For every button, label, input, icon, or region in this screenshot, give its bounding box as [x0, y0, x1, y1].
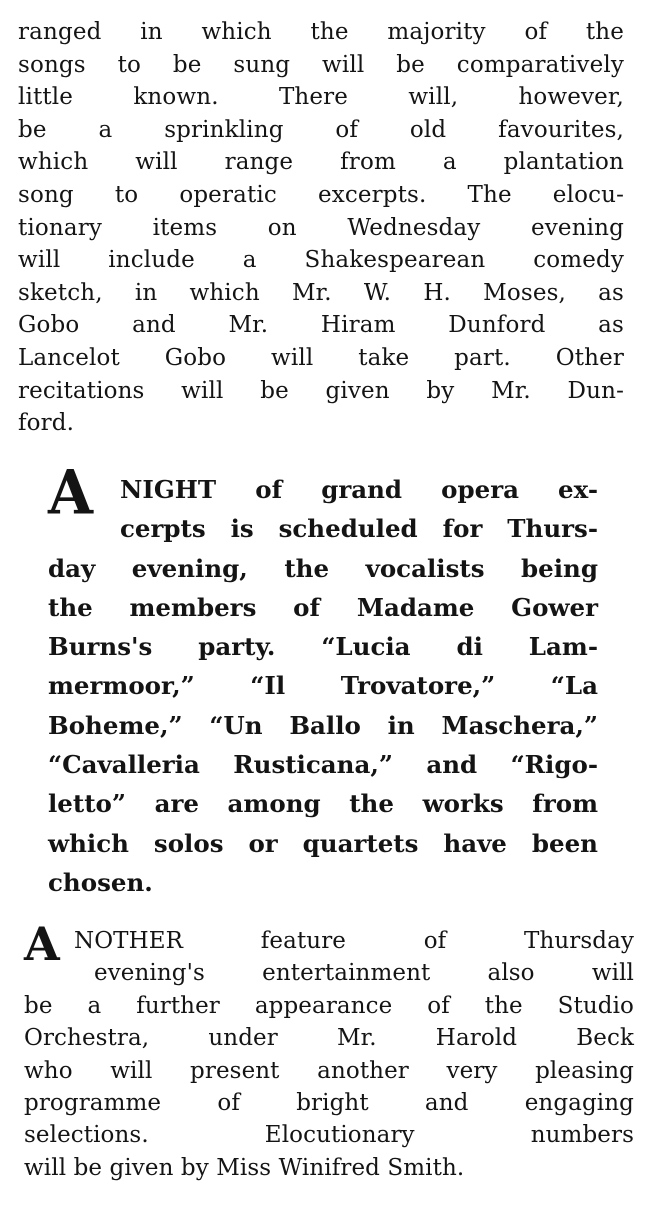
text-line: song to operatic excerpts. The elocu- — [18, 181, 624, 208]
text-line: cerpts is scheduled for Thurs- — [120, 514, 598, 544]
text-line: Boheme,” “Un Ballo in Maschera,” — [48, 710, 598, 740]
text-line: which will range from a plantation — [18, 149, 624, 176]
text-line: NOTHER feature of Thursday — [74, 928, 634, 954]
text-line: who will present another very pleasing — [24, 1057, 634, 1084]
text-line: selections. Elocutionary numbers — [24, 1122, 634, 1149]
text-line: Gobo and Mr. Hiram Dunford as — [18, 312, 624, 339]
text-line: be a further appearance of the Studio — [24, 992, 634, 1019]
text-line: be a sprinkling of old favourites, — [18, 116, 624, 143]
text-line: mermoor,” “Il Trovatore,” “La — [48, 671, 598, 701]
drop-cap: A — [48, 456, 94, 529]
paragraph-grand-opera — [48, 470, 598, 902]
text-line: ranged in which the majority of the — [18, 19, 624, 45]
text-line: songs to be sung will be comparatively — [18, 51, 624, 78]
text-line: recitations will be given by Mr. Dun- — [18, 377, 624, 404]
text-line: chosen. — [48, 867, 153, 897]
text-line: the members of Madame Gower — [48, 592, 598, 622]
text-line: little known. There will, however, — [18, 84, 624, 111]
drop-cap: A — [24, 917, 60, 971]
text-line: Burns's party. “Lucia di Lam- — [48, 632, 598, 662]
text-line: evening's entertainment also will — [94, 960, 634, 987]
text-line: “Cavalleria Rusticana,” and “Rigo- — [48, 750, 598, 780]
text-line: ford. — [18, 410, 75, 437]
paragraph-songs-elocution — [18, 16, 624, 440]
text-line: will be given by Miss Winifred Smith. — [24, 1154, 465, 1181]
text-line: programme of bright and engaging — [24, 1090, 634, 1117]
text-line: which solos or quartets have been — [48, 828, 598, 858]
paragraph-studio-orchestra — [24, 925, 634, 1184]
text-line: letto” are among the works from — [48, 789, 598, 819]
text-line: NIGHT of grand opera ex- — [120, 475, 598, 504]
text-line: day evening, the vocalists being — [48, 553, 598, 583]
text-line: will include a Shakespearean comedy — [18, 247, 624, 274]
text-line: tionary items on Wednesday evening — [18, 214, 624, 241]
text-line: Lancelot Gobo will take part. Other — [18, 344, 624, 371]
text-line: sketch, in which Mr. W. H. Moses, as — [18, 279, 624, 306]
text-line: Orchestra, under Mr. Harold Beck — [24, 1025, 634, 1052]
